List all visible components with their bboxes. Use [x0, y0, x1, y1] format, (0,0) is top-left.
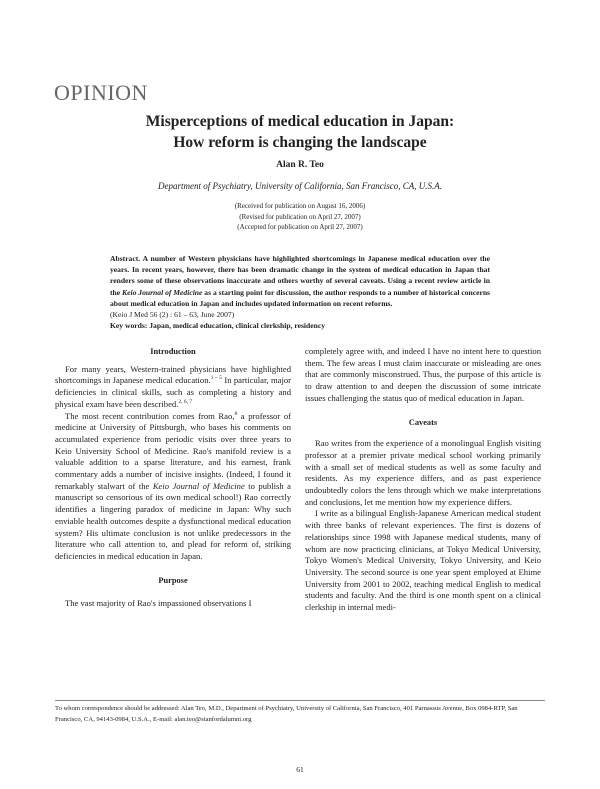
intro-p2-text-c: to publish a manuscript so censorious of its own medical school!) Rao correctly identifies a lingering paradox of medicine in Japan: Why such enviable health outcomes despite a dysfunctional medical education system? His ultimate conclusion is not unlike predecessors in the literature who call attention to, and plead for reform of, striking deficiencies in medical education in Japan.: [55, 480, 291, 561]
revised-date: (Revised for publication on April 27, 2007): [239, 212, 361, 221]
caveats-paragraph-1: Rao writes from the experience of a monolingual English visiting professor at a premier private medical school working primarily with a small set of medical students as well as some faculty and residents. As my experience differs, and as past experience undoubtedly colors the lens through which we make interpretations and conclusions, let me mention how my experience differs.: [305, 438, 541, 507]
footnote-divider: [55, 700, 545, 701]
intro-p2-text-b: a professor of medicine at University of Pittsburgh, who bases his comments on accumulated experience from periodic visits over three years to Keio University School of Medicine. Rao's manifold review is a valuable addition to a sparse literature, and his earnest, frank commentary adds a number of incisive insights. (Indeed, I found it remarkably stalwart of the: [55, 410, 291, 491]
heading-purpose: Purpose: [158, 575, 188, 585]
article-title: [60, 111, 540, 153]
author-affiliation: Department of Psychiatry, University of California, San Francisco, CA, U.S.A.: [158, 181, 442, 191]
publication-dates: [60, 201, 540, 233]
accepted-date: (Accepted for publication on April 27, 2007): [237, 223, 363, 231]
abstract-text-b: as a starting point for discussion, the author responds to a number of historical concerns about medical education in Japan and includes updated information on recent reforms.: [110, 287, 491, 308]
purpose-paragraph-continued: completely agree with, and indeed I have no intent here to question them. The few areas I must claim inaccurate or misleading are ones that are commonly misconstrued. Thus, the purpose of this article is to draw attention to and deepen the discussion of some intricate issues challenging the status quo of medical education in Japan.: [305, 346, 541, 403]
heading-introduction: Introduction: [150, 347, 196, 356]
title-line-1: Misperceptions of medical education in Japan:: [145, 113, 455, 130]
citation-ref: 8: [234, 410, 238, 417]
abstract-journal-name: Keio Journal of Medicine: [122, 287, 203, 297]
abstract-label: Abstract.: [110, 254, 141, 263]
intro-paragraph-1: [55, 364, 291, 411]
purpose-paragraph: The vast majority of Rao's impassioned observations I: [65, 598, 252, 609]
left-column: [55, 346, 291, 610]
intro-p2-journal-name: Keio Journal of Medicine: [152, 480, 245, 491]
received-date: (Received for publication on August 16, 2006): [234, 202, 366, 210]
intro-p2-text-a: The most recent contribution comes from Rao,: [65, 410, 235, 421]
intro-paragraph-2: [55, 411, 291, 563]
section-label: OPINION: [54, 80, 148, 105]
heading-caveats: Caveats: [408, 417, 438, 427]
intro-p1-text-a: For many years, Western-trained physicians have highlighted shortcomings in Japanese medical education.: [55, 363, 291, 386]
citation-ref: 2, 6, 7: [178, 398, 193, 405]
keywords: Key words: Japan, medical education, clinical clerkship, residency: [110, 321, 326, 330]
right-column: [305, 346, 541, 614]
abstract: [110, 253, 490, 320]
caveats-paragraph-2: I write as a bilingual English-Japanese American medical student with three banks of relevant experiences. The first is dozens of relationships since 1998 with Japanese medical students, many of whom are now practicing clinicians, at Tokyo Medical University, Tokyo Women's Medical University, Tokyo University, and Keio University. The second source is one year spent employed at Ehime University from 2001 to 2002, teaching medical English to medical students and faculty. And the third is one month spent on a clinical clerkship in internal medi-: [305, 508, 541, 613]
title-line-2: How reform is changing the landscape: [173, 134, 427, 151]
citation-ref: 1 – 5: [210, 375, 223, 382]
intro-p1-text-b: In particular, major deficiencies in clinical skills, such as completing a history and physical exam have been described.: [55, 375, 291, 409]
correspondence-footnote: To whom correspondence should be addressed: Alan Teo, M.D., Department of Psychiatry, University of California, San Francisco, 401 Parnassus Avenue, Box 0984-RTP, San Francisco, CA, 94143-0984, U.S.A., E-mail: alan.teo@stanfordalumni.org: [55, 705, 518, 723]
author-name: Alan R. Teo: [276, 160, 324, 170]
abstract-citation: (Keio J Med 56 (2) : 61 – 63, June 2007): [110, 310, 235, 320]
page-number: 61: [296, 765, 304, 774]
abstract-text-a: A number of Western physicians have highlighted shortcomings in Japanese medical education over the years. In recent years, however, there has been dramatic change in the system of medical education in Japan that renders some of these observations inaccurate and others worthy of several caveats. Using a recent review article in the: [110, 254, 490, 297]
